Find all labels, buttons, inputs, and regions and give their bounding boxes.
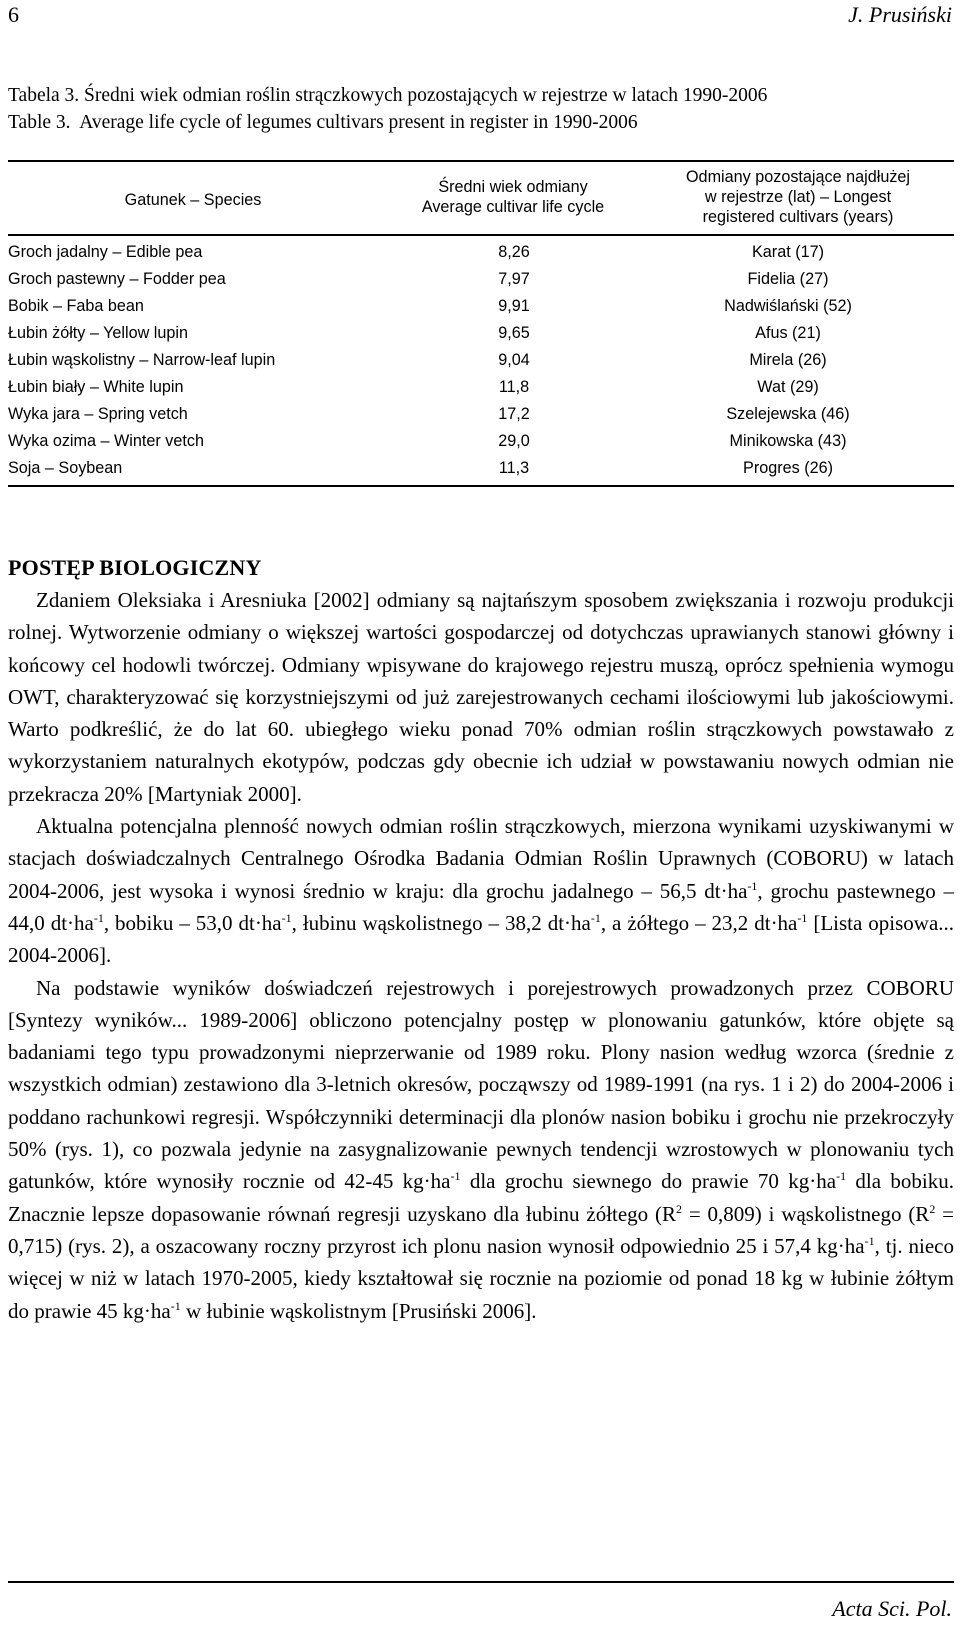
cell-average-age: 11,8: [498, 378, 530, 396]
header-average-age: Średni wiek odmiany Average cultivar life cycle: [421, 178, 605, 216]
cell-species: Groch jadalny – Edible pea: [8, 243, 203, 261]
cell-species: Wyka jara – Spring vetch: [8, 405, 188, 423]
cell-average-age: 7,97: [498, 270, 530, 288]
cell-longest-cultivar: Nadwiślański (52): [724, 297, 852, 315]
cell-longest-cultivar: Fidelia (27): [747, 270, 829, 288]
table-caption-english: Table 3. Average life cycle of legumes cultivars present in register in 1990-2006: [8, 112, 638, 133]
paragraph-1: Zdaniem Oleksiaka i Aresniuka [2002] odmiany są najtańszym sposobem zwiększania i rozwoju produkcji rolnej. Wytworzenie odmiany o większej wartości gospodarczej od dotychczas uprawianych stanowi główny i końcowy cel hodowli twórczej. Odmiany wpisywane do krajowego rejestru muszą, oprócz spełnienia wymogu OWT, charakteryzować się korzystniejszymi od już zarejestrowanych cechami ilościowymi lub jakościowymi. Warto podkreślić, że do lat 60. ubiegłego wieku ponad 70% odmian roślin strączkowych powstawało z wykorzystaniem naturalnych ekotypów, podczas gdy obecnie ich udział w powstawaniu nowych odmian nie przekracza 20% [Martyniak 2000].: [8, 588, 954, 806]
footer-journal-name: Acta Sci. Pol.: [832, 1596, 952, 1621]
table-caption-polish: Tabela 3. Średni wiek odmian roślin strączkowych pozostających w rejestrze w latach 1990-2006: [8, 85, 768, 106]
table-row: [8, 405, 954, 432]
cell-average-age: 8,26: [498, 243, 530, 261]
page-header: [8, 2, 952, 34]
page-number: 6: [8, 2, 19, 27]
header-species: Gatunek – Species: [124, 191, 262, 209]
table-row: [8, 270, 954, 297]
cell-average-age: 17,2: [498, 405, 530, 423]
table-header-rule: [8, 234, 954, 236]
footer-rule: [8, 1581, 954, 1583]
cell-species: Łubin żółty – Yellow lupin: [8, 324, 188, 342]
cell-species: Wyka ozima – Winter vetch: [8, 432, 204, 450]
cell-longest-cultivar: Afus (21): [755, 324, 821, 342]
cell-average-age: 9,91: [498, 297, 530, 315]
header-longest-registered: Odmiany pozostające najdłużej w rejestrze (lat) – Longest registered cultivars (years): [685, 168, 911, 226]
table-caption: [8, 82, 948, 136]
cell-longest-cultivar: Karat (17): [752, 243, 824, 261]
cell-longest-cultivar: Minikowska (43): [729, 432, 847, 450]
table-row: [8, 324, 954, 351]
cell-species: Łubin wąskolistny – Narrow-leaf lupin: [8, 351, 276, 369]
cell-species: Soja – Soybean: [8, 459, 123, 477]
cell-average-age: 9,04: [498, 351, 530, 369]
cell-longest-cultivar: Progres (26): [743, 459, 833, 477]
cell-longest-cultivar: Wat (29): [757, 378, 819, 396]
table-row: [8, 243, 954, 270]
table-bottom-rule: [8, 485, 954, 487]
cell-species: Bobik – Faba bean: [8, 297, 144, 315]
body-text: [8, 584, 954, 1327]
cell-species: Groch pastewny – Fodder pea: [8, 270, 226, 288]
cell-average-age: 29,0: [498, 432, 530, 450]
paragraph-3: Na podstawie wyników doświadczeń rejestrowych i porejestrowych prowadzonych przez COBORU [Syntezy wyników... 1989-2006] obliczono potencjalny postęp w plonowaniu gatunków, które objęte są badaniami tego typu prowadzonymi nieprzerwanie od 1989 roku. Plony nasion według wzorca (średnie z wszystkich odmian) zestawiono dla 3-letnich okresów, począwszy od 1989-1991 (na rys. 1 i 2) do 2004-2006 i poddano rachunkowi regresji. Współczynniki determinacji dla plonów nasion bobiku i grochu nie przekroczyły 50% (rys. 1), co pozwala jedynie na zasygnalizowanie pewnych tendencji wzrostowych w plonowaniu tych gatunków, które wynosiły rocznie od 42-45 $kg\cdot ha^{-1}$ dla grochu siewnego do prawie 70 $kg\cdot ha^{-1}$ dla bobiku. Znacznie lepsze dopasowanie równań regresji uzyskano dla łubinu żółtego $(R^2 = 0,809)$ i wąskolistnego $(R^2 = 0,715)$ (rys. 2), a oszacowany roczny przyrost ich plonu nasion wynosił odpowiednio 25 i 57,4 $kg\cdot ha^{-1}$, tj. nieco więcej w niż w latach 1970-2005, kiedy kształtował się rocznie na poziomie od ponad 18 kg w łubinie żółtym do prawie 45 $kg\cdot ha^{-1}$ w łubinie wąskolistnym [Prusiński 2006].: [8, 975, 955, 1323]
table-row: [8, 351, 954, 378]
cell-longest-cultivar: Szelejewska (46): [726, 405, 850, 423]
table-row: [8, 378, 954, 405]
paragraph-2: Aktualna potencjalna plenność nowych odmian roślin strączkowych, mierzona wynikami uzyskiwanymi w stacjach doświadczalnych Centralnego Ośrodka Badania Odmian Roślin Uprawnych (COBORU) w latach 2004-2006, jest wysoka i wynosi średnio w kraju: dla grochu jadalnego – 56,5 $dt\cdot ha^{-1}$, grochu pastewnego – 44,0 $dt\cdot ha^{-1}$, bobiku – 53,0 $dt\cdot ha^{-1}$, łubinu wąskolistnego – 38,2 $dt\cdot ha^{-1}$, a żółtego – 23,2 $dt\cdot ha^{-1}$ [Lista opisowa... 2004-2006].: [8, 814, 955, 968]
table-row: [8, 432, 954, 459]
section-heading: POSTĘP BIOLOGICZNY: [8, 555, 262, 580]
table-top-rule: [8, 160, 954, 162]
table-row: [8, 297, 954, 324]
cell-average-age: 11,3: [498, 459, 530, 477]
running-head-author: J. Prusiński: [848, 2, 952, 27]
cell-species: Łubin biały – White lupin: [8, 378, 184, 396]
cell-average-age: 9,65: [498, 324, 530, 342]
table-row: [8, 459, 954, 486]
cell-longest-cultivar: Mirela (26): [749, 351, 827, 369]
